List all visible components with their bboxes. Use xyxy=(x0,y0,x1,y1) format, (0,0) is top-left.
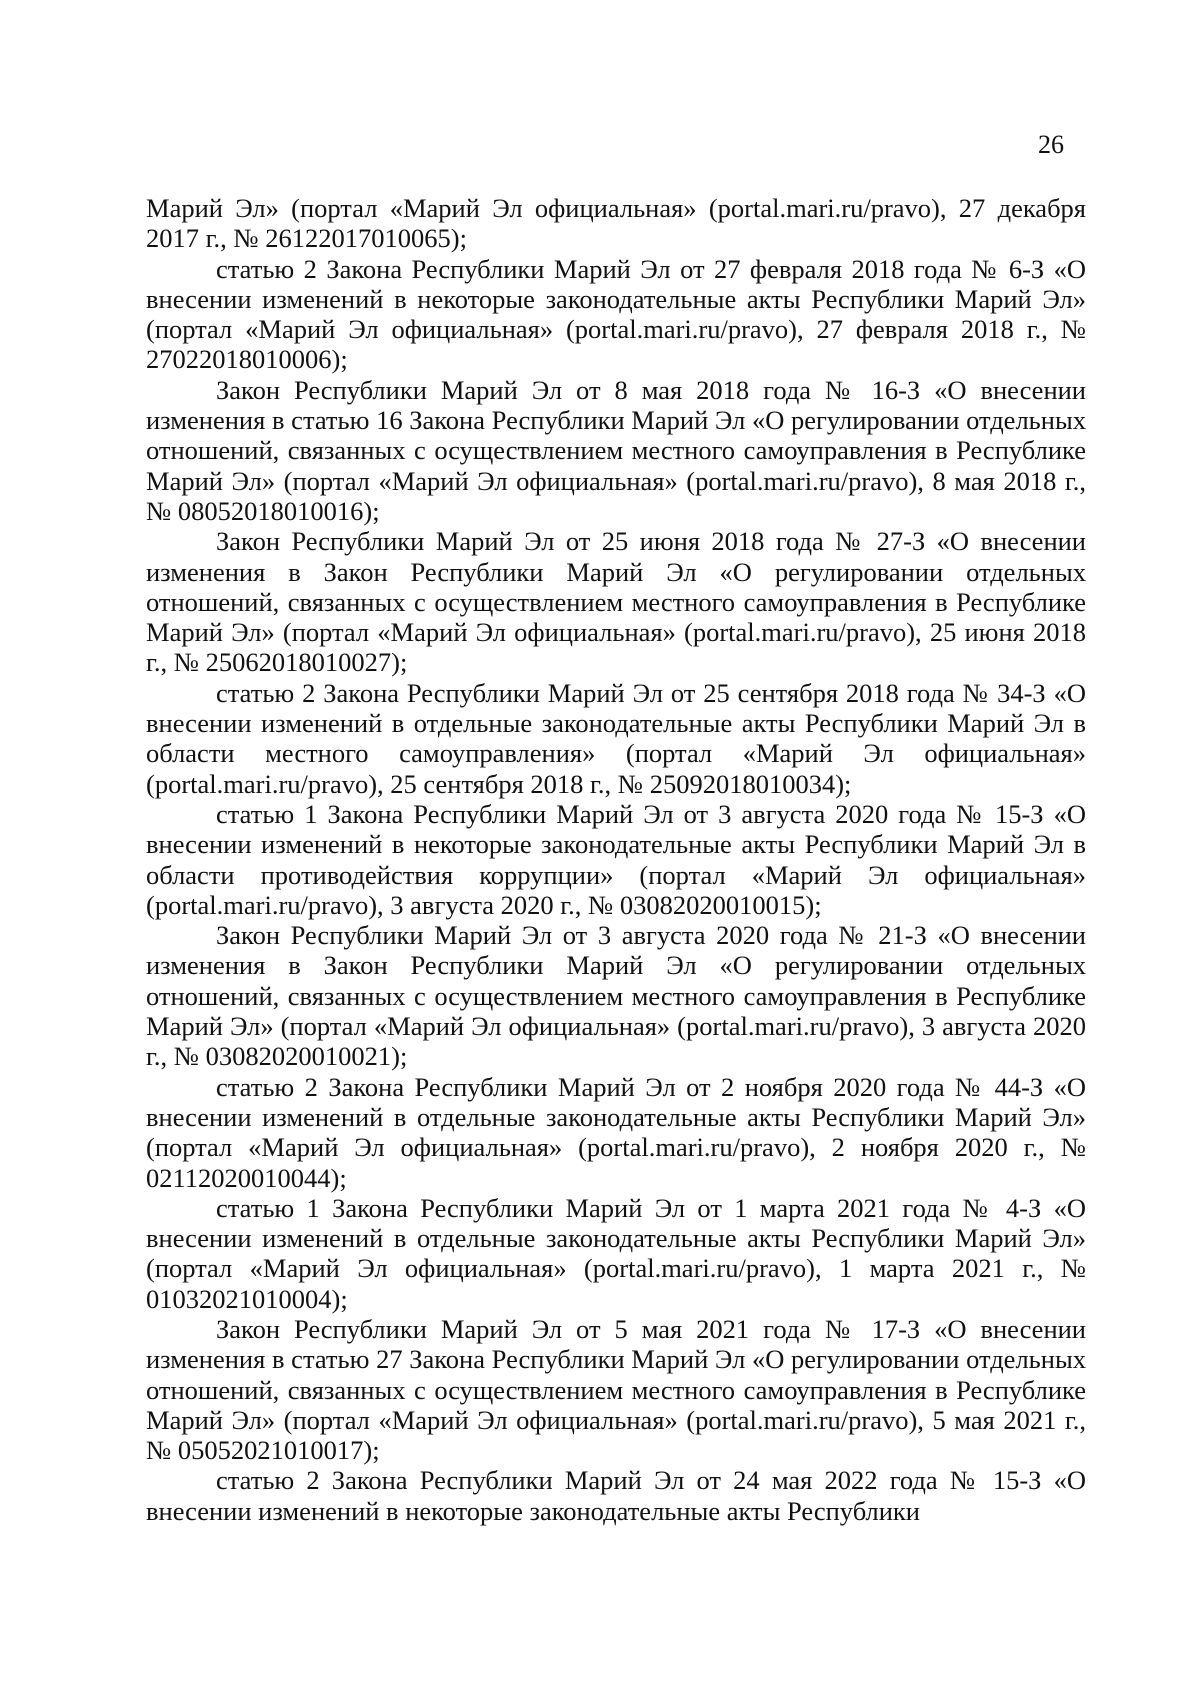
paragraph: Закон Республики Марий Эл от 8 мая 2018 года № 16-З «О внесении изменения в статью 16 Закона Республики Марий Эл «О регулировании отдельных отношений, связанных с осуществлением местного самоуправления в Республике Марий Эл» (портал «Марий Эл официальная» (portal.mari.ru/pravo), 8 мая 2018 г., № 08052018010016); xyxy=(146,374,1086,526)
paragraph: статью 2 Закона Республики Марий Эл от 27 февраля 2018 года № 6-З «О внесении изменений в некоторые законодательные акты Республики Марий Эл» (портал «Марий Эл официальная» (portal.mari.ru/pravo), 27 февраля 2018 г., № 27022018010006); xyxy=(146,253,1086,375)
paragraph: Закон Республики Марий Эл от 25 июня 2018 года № 27-З «О внесении изменения в Закон Республики Марий Эл «О регулировании отдельных отношений, связанных с осуществлением местного самоуправления в Республике Марий Эл» (портал «Марий Эл официальная» (portal.mari.ru/pravo), 25 июня 2018 г., № 25062018010027); xyxy=(146,526,1086,678)
document-body xyxy=(146,193,1086,1526)
paragraph: статью 1 Закона Республики Марий Эл от 3 августа 2020 года № 15-З «О внесении изменений в некоторые законодательные акты Республики Марий Эл в области противодействия коррупции» (портал «Марий Эл официальная» (portal.mari.ru/pravo), 3 августа 2020 г., № 03082020010015); xyxy=(146,798,1086,920)
paragraph: статью 2 Закона Республики Марий Эл от 25 сентября 2018 года № 34-З «О внесении изменений в отдельные законодательные акты Республики Марий Эл в области местного самоуправления» (портал «Марий Эл официальная» (portal.mari.ru/pravo), 25 сентября 2018 г., № 25092018010034); xyxy=(146,677,1086,799)
page-number: 26 xyxy=(1038,130,1064,159)
paragraph-continuation: Марий Эл» (портал «Марий Эл официальная» (portal.mari.ru/pravo), 27 декабря 2017 г., № 26122017010065); xyxy=(146,193,1086,254)
paragraph: статью 1 Закона Республики Марий Эл от 1 марта 2021 года № 4-З «О внесении изменений в отдельные законодательные акты Республики Марий Эл» (портал «Марий Эл официальная» (portal.mari.ru/pravo), 1 марта 2021 г., № 01032021010004); xyxy=(146,1192,1086,1314)
paragraph: Закон Республики Марий Эл от 5 мая 2021 года № 17-З «О внесении изменения в статью 27 Закона Республики Марий Эл «О регулировании отдельных отношений, связанных с осуществлением местного самоуправления в Республике Марий Эл» (портал «Марий Эл официальная» (portal.mari.ru/pravo), 5 мая 2021 г., № 05052021010017); xyxy=(146,1313,1086,1466)
paragraph: Закон Республики Марий Эл от 3 августа 2020 года № 21-З «О внесении изменения в Закон Республики Марий Эл «О регулировании отдельных отношений, связанных с осуществлением местного самоуправления в Республике Марий Эл» (портал «Марий Эл официальная» (portal.mari.ru/pravo), 3 августа 2020 г., № 03082020010021); xyxy=(146,920,1086,1072)
paragraph: статью 2 Закона Республики Марий Эл от 24 мая 2022 года № 15-З «О внесении изменений в некоторые законодательные акты Республики xyxy=(146,1465,1086,1526)
paragraph: статью 2 Закона Республики Марий Эл от 2 ноября 2020 года № 44-З «О внесении изменений в отдельные законодательные акты Республики Марий Эл» (портал «Марий Эл официальная» (portal.mari.ru/pravo), 2 ноября 2020 г., № 02112020010044); xyxy=(146,1071,1086,1193)
